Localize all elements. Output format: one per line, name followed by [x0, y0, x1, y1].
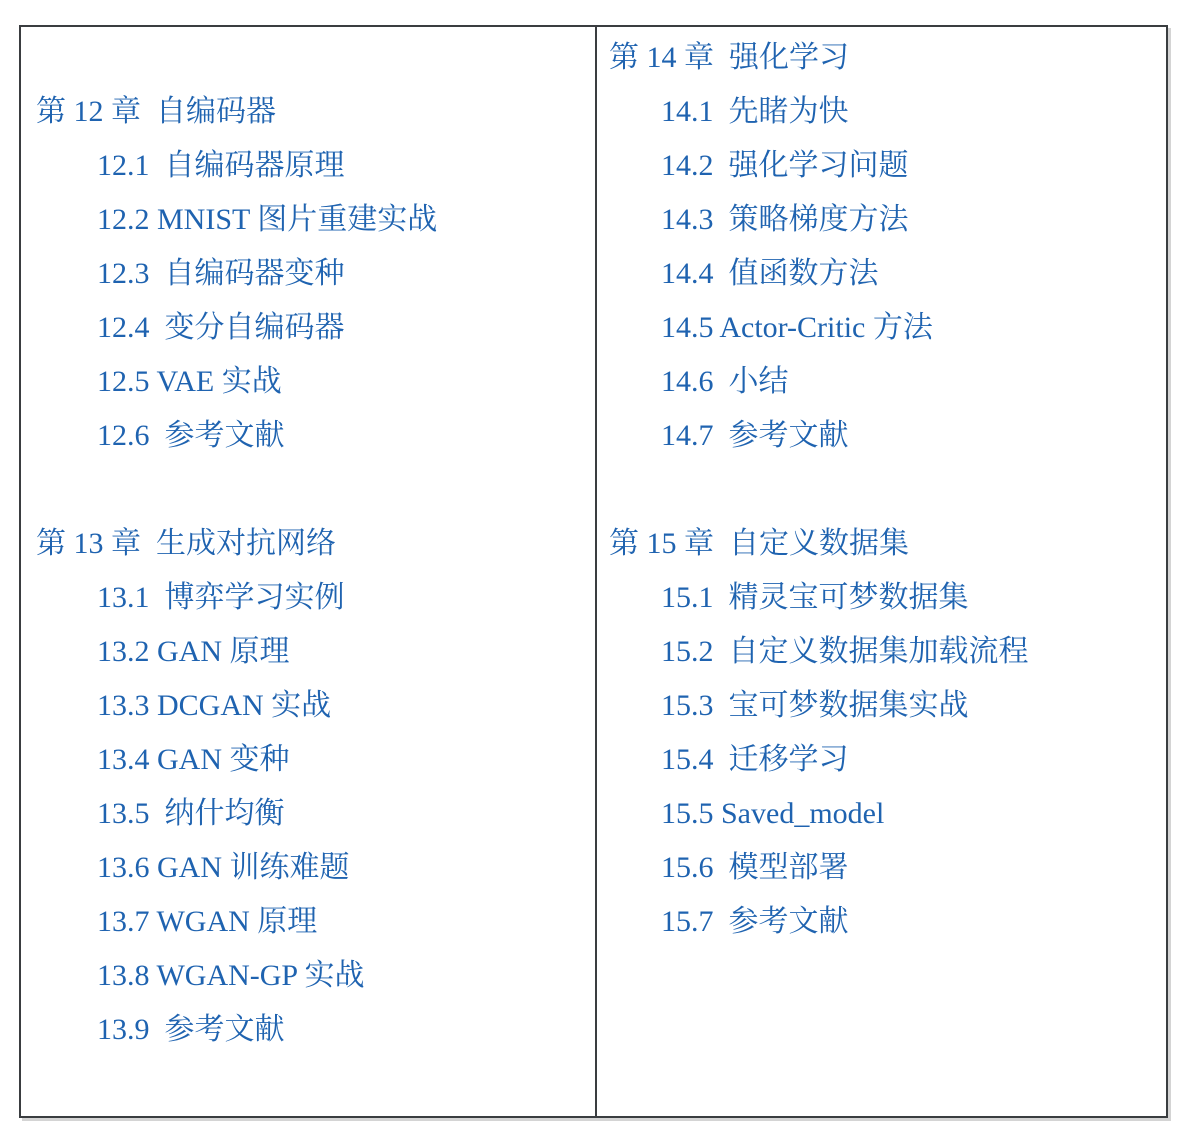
toc-entry-14-7: 14.7 参考文献 — [661, 419, 849, 452]
toc-column-right — [597, 27, 1166, 1116]
chapter-15-title: 第 15 章 自定义数据集 — [609, 527, 909, 560]
toc-entry-13-2: 13.2 GAN 原理 — [97, 635, 290, 668]
toc-entry-12-5: 12.5 VAE 实战 — [97, 365, 282, 398]
toc-entry-14-2: 14.2 强化学习问题 — [661, 149, 909, 182]
toc-entry-14-6: 14.6 小结 — [661, 365, 789, 398]
toc-entry-15-4: 15.4 迁移学习 — [661, 743, 849, 776]
toc-entry-13-3: 13.3 DCGAN 实战 — [97, 689, 332, 722]
toc-entry-12-1: 12.1 自编码器原理 — [97, 149, 345, 182]
chapter-13-block — [21, 517, 595, 1057]
toc-entry-13-1: 13.1 博弈学习实例 — [97, 581, 345, 614]
toc-entry-13-4: 13.4 GAN 变种 — [97, 743, 290, 776]
toc-entry-12-2: 12.2 MNIST 图片重建实战 — [97, 203, 438, 236]
toc-entry-15-5: 15.5 Saved_model — [661, 797, 885, 830]
toc-entry-13-6: 13.6 GAN 训练难题 — [97, 851, 350, 884]
toc-entry-13-7: 13.7 WGAN 原理 — [97, 905, 318, 938]
chapter-13-title: 第 13 章 生成对抗网络 — [36, 527, 336, 560]
toc-entry-12-4: 12.4 变分自编码器 — [97, 311, 345, 344]
chapter-14-title: 第 14 章 强化学习 — [609, 41, 849, 74]
toc-entry-15-3: 15.3 宝可梦数据集实战 — [661, 689, 969, 722]
chapter-15-block — [597, 517, 1166, 949]
toc-entry-14-1: 14.1 先睹为快 — [661, 95, 849, 128]
toc-entry-15-2: 15.2 自定义数据集加载流程 — [661, 635, 1029, 668]
chapter-12-block — [21, 85, 595, 463]
toc-entry-15-7: 15.7 参考文献 — [661, 905, 849, 938]
toc-entry-12-6: 12.6 参考文献 — [97, 419, 285, 452]
chapter-14-block — [597, 31, 1166, 463]
toc-entry-13-8: 13.8 WGAN-GP 实战 — [97, 959, 365, 992]
toc-entry-15-1: 15.1 精灵宝可梦数据集 — [661, 581, 969, 614]
toc-entry-15-6: 15.6 模型部署 — [661, 851, 849, 884]
toc-entry-14-4: 14.4 值函数方法 — [661, 257, 879, 290]
toc-column-left — [21, 27, 597, 1116]
toc-entry-14-5: 14.5 Actor-Critic 方法 — [661, 311, 933, 344]
chapter-12-title: 第 12 章 自编码器 — [36, 95, 276, 128]
toc-entry-13-9: 13.9 参考文献 — [97, 1013, 285, 1046]
toc-entry-14-3: 14.3 策略梯度方法 — [661, 203, 909, 236]
toc-entry-12-3: 12.3 自编码器变种 — [97, 257, 345, 290]
toc-entry-13-5: 13.5 纳什均衡 — [97, 797, 285, 830]
toc-page-frame — [19, 25, 1168, 1118]
